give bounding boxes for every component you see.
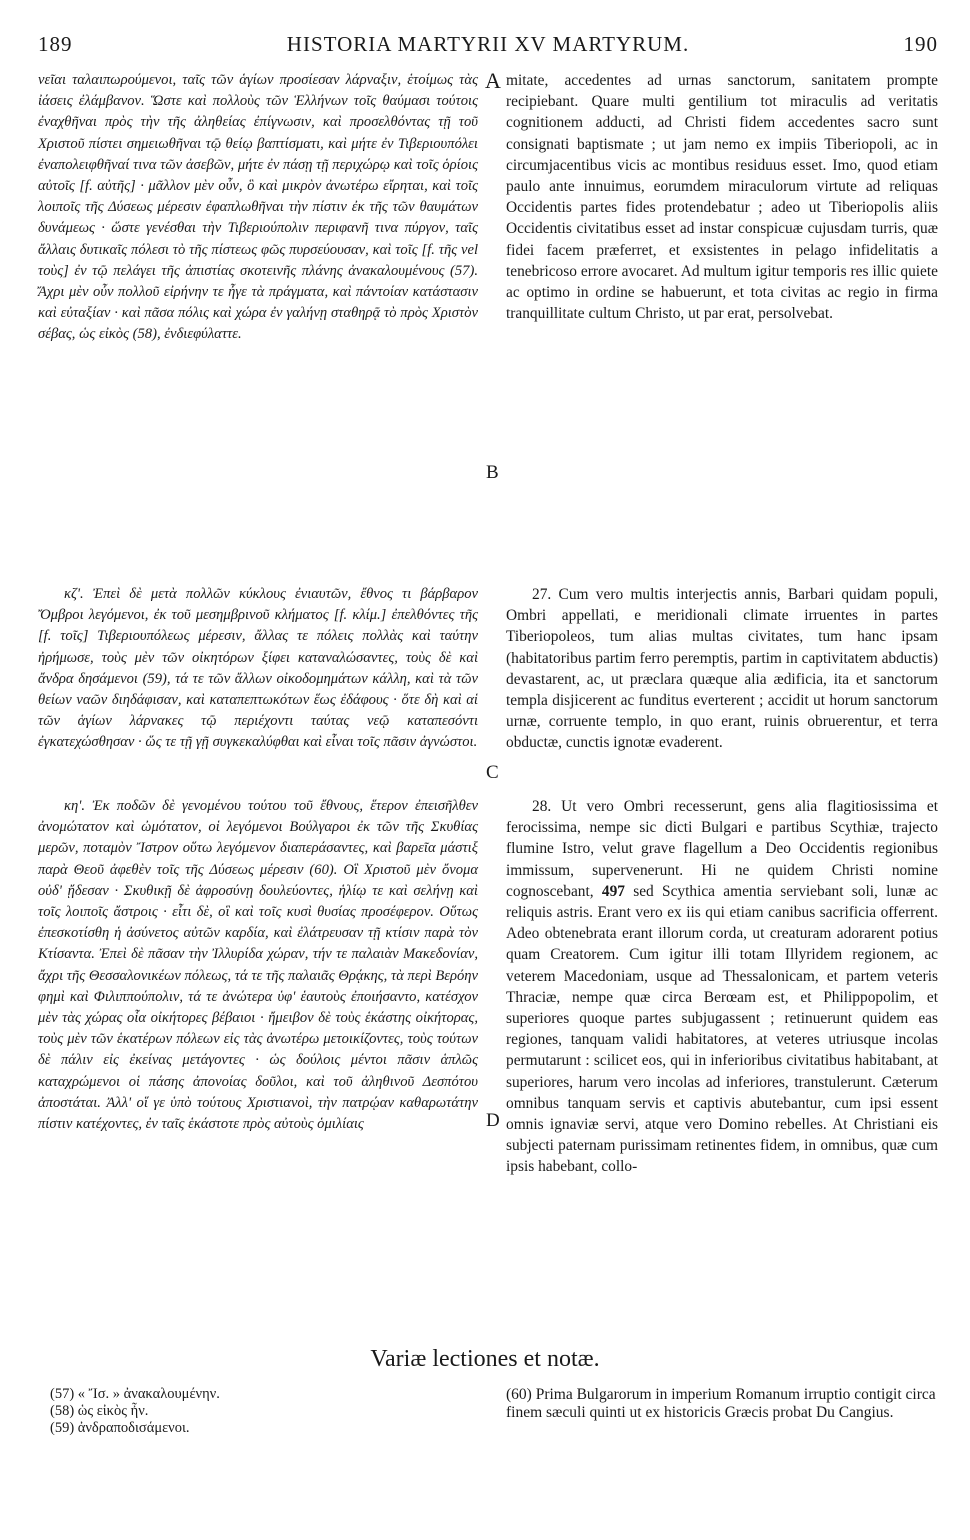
running-header [38,32,938,60]
greek-column [38,70,478,346]
latin-column-section-27 [506,584,938,754]
margin-letter-a: A [485,68,501,93]
greek-paragraph-27: κζ'. Ἐπεὶ δὲ μετὰ πολλῶν κύκλους ἐνιαυτῶν, ἔθνος τι βάρβαρον Ὄμβροι λεγόμενοι, ἐκ τοῦ μεσημβρινοῦ κλήματος [f. κλίμ.] ἐπελθόντες τῆς [f. τοῖς] Τιβεριουπόλεως μέρεσιν, ἄλλας τε πόλεις πολλὰς καὶ ταύτην ἠρήμωσε, τοὺς μὲν τῶν οἰκητόρων ξίφει καταναλώσαντες, τοὺς δὲ καὶ ἄνδρα δησάμενοι (59), τά τε τῶν ἄλλων οἰκοδομημάτων κάλλη, καὶ τὰ τῶν θείων ναῶν διηδάφισαν, καὶ καταπεπτωκότων ἕως ἐδάφους · ὅτε δὴ καὶ αἱ τῶν ἁγίων λάρνακες τῷ περιέχοντι ταύτας νεῷ καταπεσόντι ἐγκατεχώσθησαν · ὥς τε τῇ γῇ συγκεκαλύφθαι καὶ εἶναι τοῖς πᾶσιν ἀγνώστοι. [38,586,478,751]
note-60: (60) Prima Bulgarorum in imperium Romanum irruptio contigit circa finem sæculi quinti ut ex historicis Græcis probat Du Cangius. [506,1386,936,1421]
margin-letter-d: D [486,1110,500,1131]
notes-left-column [50,1386,470,1437]
running-title: HISTORIA MARTYRII XV MARTYRUM. [286,32,690,56]
latin-paragraph-28 [506,796,938,1178]
note-58: (58) ὡς εἰκὸς ἦν. [50,1403,149,1419]
latin-column-section-28 [506,796,938,1178]
notes-heading: Variæ lectiones et notæ. [370,1346,600,1372]
margin-letter-c: C [486,762,499,783]
greek-column-section-28 [38,796,478,1135]
page-number-left: 189 [38,32,73,56]
column-number-marker: 497 [601,882,625,900]
latin-paragraph-28-part-1: 28. Ut vero Ombri recesserunt, gens alia flagitiosissima et ferocissima, nempe sic dicti Bulgari e partibus Scythiæ, trajecto flumine Istro, velut grave flagellum a Deo Occidentis regionibus immissum, supervenerunt. Hi ne quidem Christi nomine cognoscebant, [506,798,938,900]
note-57: (57) « Ἴσ. » ἀνακαλουμένην. [50,1386,220,1402]
margin-letter-b: B [486,462,499,483]
greek-column-section-27 [38,584,478,754]
page-number-right: 190 [903,32,938,56]
greek-paragraph-1: νεῖαι ταλαιπωρούμενοι, ταῖς τῶν ἁγίων προσίεσαν λάρναξιν, ἑτοίμως τὰς ἰάσεις ἐλάμβανον. Ὥστε καὶ πολλοὺς τῶν Ἑλλήνων τοῖς θαύμασι τούτοις ἐναχθῆναι πρὸς τὴν τῆς ἀληθείας ἐπίγνωσιν, καὶ προσελθόντας τῇ τοῦ Χριστοῦ πίστει σημειωθῆναι τῷ θείῳ βαπτίσματι, καὶ μήτε ἐν Τιβεριουπόλει ἐναπολειφθῆναί τινα τῶν ἀσεβῶν, μήτε ἐν πάσῃ τῇ περιχώρῳ καὶ τοῖς ὁρίοις αὐτοῖς [f. αὐτῆς] · μᾶλλον μὲν οὖν, ὃ καὶ μικρὸν ἀνωτέρω εἴρηται, καὶ τοῖς λοιποῖς τῆς Δύσεως μέρεσιν ἐφαπλωθῆναι τὴν πίστιν ἐκ τῆς τῶν θαυμάτων δυνάμεως · ὥστε γενέσθαι τὴν Τιβεριούπολιν περιφανῆ τινα πύργον, ταῖς ἄλλαις δυτικαῖς πόλεσι τὸ τῆς πίστεως φῶς πυρσεύουσαν, καὶ τοῖς [f. τῆς vel τοὺς] ἐν τῷ πελάγει τῆς ἀπιστίας σκοτεινῆς πλάνης ἀνακαλουμένους (57). Ἄχρι μὲν οὖν πολλοῦ εἰρήνην τε ἦγε τὰ πράγματα, καὶ πάντοίαν κατάστασιν καὶ εὐταξίαν · καὶ πᾶσα πόλις καὶ χώρα ἐν γαλήνῃ σταθηρᾷ τὸ πρὸς Χριστὸν σέβας, ὡς εἰκὸς (58), ἐνδιεφύλαττε. [38,72,478,343]
latin-column [506,70,938,324]
greek-paragraph-28: κη'. Ἐκ ποδῶν δὲ γενομένου τούτου τοῦ ἔθνους, ἕτερον ἐπεισῆλθεν ἀνομώτατον καὶ ὠμότατον, οἱ λεγόμενοι Βούλγαροι ἐκ τῶν τῆς Σκυθίας μερῶν, ποταμὸν Ἴστρον οὕτω λεγόμενον διαπεράσαντες, καὶ βαρεῖα μάστιξ παρὰ Θεοῦ ἀφεθὲν τοῖς τῆς Δύσεως μέρεσιν (60). Οἳ Χριστοῦ μὲν ὄνομα οὐδ' ᾔδεσαν · Σκυθικῇ δὲ ἀφροσύνῃ δουλεύοντες, ἡλίῳ τε καὶ σελήνῃ καὶ τοῖς λοιποῖς ἄστροις · εἶτι δὲ, οἳ καὶ τοῖς κυσὶ θυσίας προσέφερον. Οὕτως ἐπεσκοτίσθη ἡ ἀσύνετος αὐτῶν καρδία, καὶ ἐλάτρευσαν τῇ κτίσιν παρὰ τὸν Κτίσαντα. Ἐπεὶ δὲ πᾶσαν τὴν Ἰλλυρίδα χώραν, τήν τε παλαιὰν Μακεδονίαν, ἄχρι τῆς Θεσσαλονικέων πόλεως, τά τε τῆς παλαιᾶς Θρᾴκης, τὰ περὶ Βερόην φημὶ καὶ Φιλιππούπολιν, τά τε ἀνώτερα ὑφ' ἑαυτοὺς ἐποιήσαντο, κατέσχον μὲν τὰς χώρας οἷα οἰκήτορες βέβαιοι · ἤμειβον δὲ τοὺς ἑκάστης οἰκήτορας, τοὺς μὲν τῶν ἑκατέρων πόλεων εἰς τὰς ἀνωτέρω μετοικίζοντες, τοὺς τούτων δὲ πάλιν εἰς ἐκείνας μετάγοντες · ὡς δούλοις μέντοι πᾶσιν ἁπλῶς καταχρώμενοι οἱ πάσης ἀπονοίας δοῦλοι, καὶ τοῦ ἀληθινοῦ Δεσπότου ἀποστάται. Ἀλλ' οἵ γε ὑπὸ τούτους Χριστιανοὶ, τὴν πατρῴαν καθαρωτάτην πίστιν κατέχοντες, ἐν ταῖς ἑκάστοτε πρὸς αὐτοὺς ὁμιλίαις [38,798,478,1133]
note-59: (59) ἀνδραποδισάμενοι. [50,1420,190,1436]
latin-paragraph-1: mitate, accedentes ad urnas sanctorum, sanitatem prompte recipiebant. Quare multi gentilium tot miraculis ad veritatis cognitionem adducti, ad Christi fidem accedentes sacro sunt consignati baptismate ; ut jam nemo ex impiis Tiberiopoli, ac in circumjacentibus vicis ac montibus residuus esset. Imo, quod etiam paulo ante innuimus, eorumdem miraculorum virtute ad reliquas Occidentis partes fides protendebatur ; adeo ut Tiberiopolis aliis Occidentis civitatibus esset ad instar conspicuæ cujusdam turris, quæ fidei facem præferret, et exsistentes in pelago infidelitatis a tenebricoso errore avocaret. Ad multum igitur temporis res illic quiete ac optimo in ordine se habuerunt, et tota civitas ac regio in firma tranquillitate cultum Christo, ut par erat, persolvebat. [506,72,938,323]
latin-paragraph-28-part-2: sed Scythica amentia serviebant soli, lunæ ac reliquis astris. Erant vero ex iis qui etiam canibus sacrificia offerrent. Adeo obtenebrata erant illorum corda, ut creaturam adorarent potius quam Creatorem. Cum igitur illi totam Illyridem regionem, ac veterem Macedoniam, usque ad Thessalonicam, et partem veteris Thraciæ, nempe quæ circa Berœam est, et Philippopolim, et superiores quoque partes subjugassent ; retinuerunt quidem eas regiones, tanquam validi habitatores, at veteres utriusque incolas permutarunt : scilicet eos, qui in inferioribus civitatibus habitabant, at superiores, harum vero incolas ad inferiores, transtulerunt. Cæterum omnibus tanquam servis et captivis abutebantur, cum ipsi essent omnis ignaviæ servi, atque vero Domino rebelles. At Christiani eis subjecti paternam purissimam retinentes fidem, in omnibus, quæ cum ipsis habebant, collo- [506,882,938,1176]
notes-right-column [506,1386,938,1422]
latin-paragraph-27: 27. Cum vero multis interjectis annis, Barbari quidam populi, Ombri appellati, e meridionali climate irruentes in partes Tiberiopoleos, tum alias multas civitates, tum hanc ipsam (habitatoribus partim ferro peremptis, partim in captivitatem abductis) devastarent, ac, ut præclara quæque alia ædificia, ita et sanctorum templa disjicerent ac funditus everterent ; accidit ut horum sanctorum urnæ, corruente templo, in quo erant, ruinis obruerentur, et terra obductæ, cunctis ignotæ evaderent. [506,586,938,752]
